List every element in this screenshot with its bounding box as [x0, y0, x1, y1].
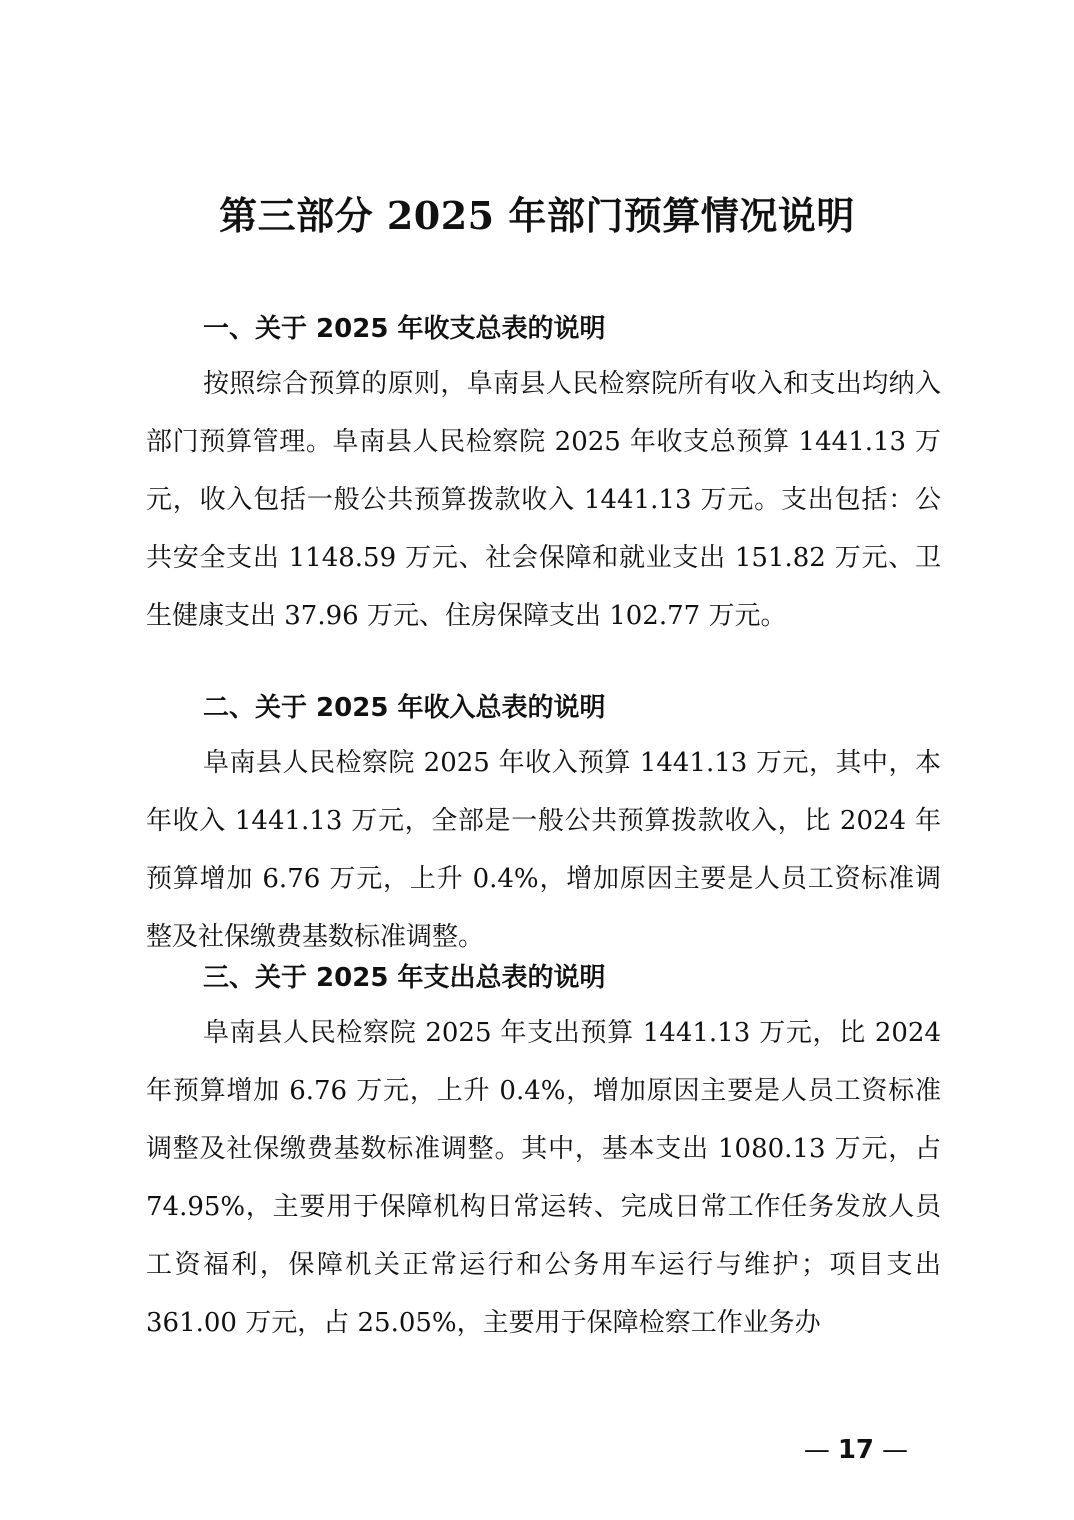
footer-dash-right: —: [882, 1435, 908, 1465]
section-heading-2: 二、关于 2025 年收入总表的说明: [203, 693, 606, 723]
section-heading-1: 一、关于 2025 年收支总表的说明: [203, 314, 606, 344]
section-heading-3: 三、关于 2025 年支出总表的说明: [203, 963, 606, 993]
section-paragraph-2: 阜南县人民检察院 2025 年收入预算 1441.13 万元，其中，本年收入 1441.13 万元，全部是一般公共预算拨款收入，比 2024 年预算增加 6.76 万元，上升 0.4%，增加原因主要是人员工资标准调整及社保缴费基数标准调整。: [146, 748, 941, 952]
section-paragraph-1: 按照综合预算的原则，阜南县人民检察院所有收入和支出均纳入部门预算管理。阜南县人民检察院 2025 年收支总预算 1441.13 万元，收入包括一般公共预算拨款收入 1441.13 万元。支出包括：公共安全支出 1148.59 万元、社会保障和就业支出 151.82 万元、卫生健康支出 37.96 万元、住房保障支出 102.77 万元。: [146, 369, 941, 631]
footer-dash-left: —: [803, 1435, 830, 1465]
section-paragraph-3: 阜南县人民检察院 2025 年支出预算 1441.13 万元，比 2024 年预算增加 6.76 万元，上升 0.4%，增加原因主要是人员工资标准调整及社保缴费基数标准调整。其中，基本支出 1080.13 万元，占 74.95%，主要用于保障机构日常运转、完成日常工作任务发放人员工资福利，保障机关正常运行和公务用车运行与维护；项目支出 361.00 万元，占 25.05%，主要用于保障检察工作业务办: [146, 1018, 941, 1338]
page-title: 第三部分 2025 年部门预算情况说明: [219, 193, 855, 238]
page-number: 17: [837, 1435, 874, 1465]
page-footer: [796, 1430, 916, 1470]
